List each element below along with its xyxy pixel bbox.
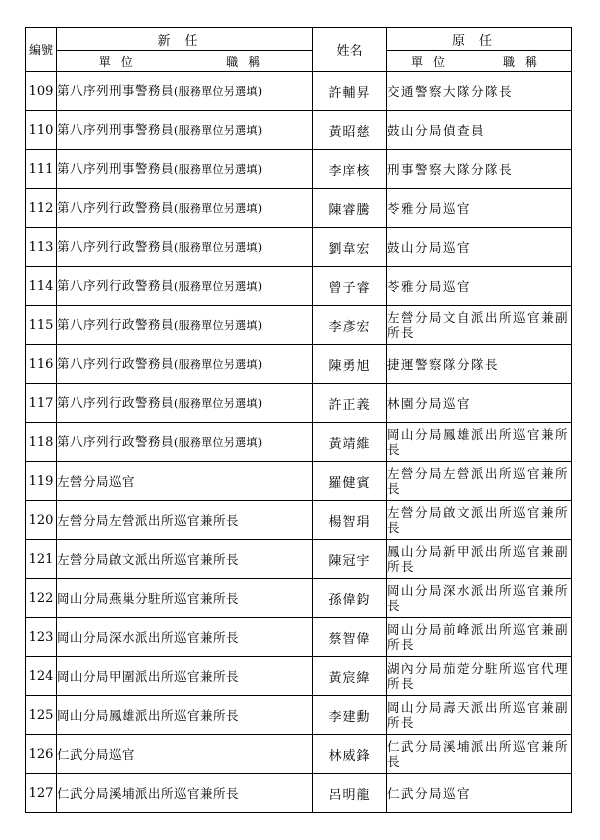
person-name: 許輔昇 <box>313 72 387 111</box>
new-position-text: 第八序列行政警務員 <box>57 239 175 254</box>
new-position-text: 岡山分局燕巢分駐所巡官兼所長 <box>57 590 240 606</box>
person-name: 李建勳 <box>313 696 387 735</box>
header-name: 姓名 <box>313 28 387 72</box>
new-position-text: 岡山分局鳳雄派出所巡官兼所長 <box>57 707 240 723</box>
person-name: 曾子睿 <box>313 267 387 306</box>
header-new-position: 職稱 <box>226 54 271 69</box>
new-position-cell <box>57 306 313 345</box>
row-number: 127 <box>26 774 57 813</box>
person-name: 蔡智偉 <box>313 618 387 657</box>
new-position-text: 仁武分局巡官 <box>57 746 136 762</box>
new-position-note: (服務單位另選填) <box>174 397 263 410</box>
new-position-cell <box>57 384 313 423</box>
row-number: 110 <box>26 111 57 150</box>
new-position-cell <box>57 540 313 579</box>
person-name: 羅健賓 <box>313 462 387 501</box>
new-position-cell <box>57 618 313 657</box>
person-name: 陳睿騰 <box>313 189 387 228</box>
header-old-position: 職稱 <box>502 54 547 69</box>
table-row <box>26 774 572 813</box>
old-position-cell: 林園分局巡官 <box>387 384 572 423</box>
header-old-unit: 單位 <box>410 54 455 69</box>
row-number: 120 <box>26 501 57 540</box>
old-position-cell: 湖內分局茄萣分駐所巡官代理所長 <box>387 657 572 696</box>
person-name: 楊智琄 <box>313 501 387 540</box>
old-position-cell: 苓雅分局巡官 <box>387 267 572 306</box>
table-row <box>26 579 572 618</box>
new-position-text: 第八序列刑事警務員 <box>57 122 175 137</box>
new-position-note: (服務單位另選填) <box>174 85 263 98</box>
new-position-cell <box>57 345 313 384</box>
old-position-cell: 鼓山分局偵查員 <box>387 111 572 150</box>
old-position-cell: 苓雅分局巡官 <box>387 189 572 228</box>
table-row <box>26 189 572 228</box>
table-body <box>26 72 572 813</box>
new-position-text: 第八序列行政警務員 <box>57 395 175 410</box>
person-name: 黃宸緯 <box>313 657 387 696</box>
table-row <box>26 735 572 774</box>
old-position-cell: 岡山分局鳳雄派出所巡官兼所長 <box>387 423 572 462</box>
row-number: 117 <box>26 384 57 423</box>
row-number: 119 <box>26 462 57 501</box>
row-number: 112 <box>26 189 57 228</box>
table-row <box>26 111 572 150</box>
person-name: 劉韋宏 <box>313 228 387 267</box>
new-position-cell <box>57 150 313 189</box>
new-position-cell <box>57 267 313 306</box>
person-name: 孫偉鈞 <box>313 579 387 618</box>
personnel-table <box>25 27 572 813</box>
new-position-text: 仁武分局溪埔派出所巡官兼所長 <box>57 785 240 801</box>
old-position-cell: 交通警察大隊分隊長 <box>387 72 572 111</box>
new-position-text: 岡山分局甲圍派出所巡官兼所長 <box>57 668 240 684</box>
row-number: 122 <box>26 579 57 618</box>
header-new: 新任 <box>57 28 313 51</box>
new-position-text: 左營分局巡官 <box>57 473 136 489</box>
person-name: 黃靖維 <box>313 423 387 462</box>
new-position-text: 第八序列行政警務員 <box>57 278 175 293</box>
table-row <box>26 384 572 423</box>
person-name: 林威鋒 <box>313 735 387 774</box>
person-name: 黃昭慈 <box>313 111 387 150</box>
row-number: 124 <box>26 657 57 696</box>
table-row <box>26 696 572 735</box>
new-position-text: 第八序列行政警務員 <box>57 434 175 449</box>
table-row <box>26 228 572 267</box>
table-row <box>26 618 572 657</box>
new-position-text: 第八序列刑事警務員 <box>57 161 175 176</box>
row-number: 115 <box>26 306 57 345</box>
row-number: 116 <box>26 345 57 384</box>
header-old-sub <box>387 51 572 72</box>
row-number: 109 <box>26 72 57 111</box>
row-number: 113 <box>26 228 57 267</box>
new-position-cell <box>57 111 313 150</box>
new-position-text: 第八序列行政警務員 <box>57 356 175 371</box>
new-position-text: 左營分局左營派出所巡官兼所長 <box>57 512 240 528</box>
person-name: 陳冠宇 <box>313 540 387 579</box>
new-position-cell <box>57 696 313 735</box>
person-name: 陳勇旭 <box>313 345 387 384</box>
table-row <box>26 501 572 540</box>
new-position-cell <box>57 501 313 540</box>
new-position-cell <box>57 774 313 813</box>
header-new-unit: 單位 <box>98 54 143 69</box>
table-header <box>26 28 572 72</box>
new-position-text: 岡山分局深水派出所巡官兼所長 <box>57 629 240 645</box>
row-number: 111 <box>26 150 57 189</box>
person-name: 許正義 <box>313 384 387 423</box>
new-position-note: (服務單位另選填) <box>174 436 263 449</box>
new-position-text: 第八序列行政警務員 <box>57 200 175 215</box>
new-position-cell <box>57 462 313 501</box>
old-position-cell: 仁武分局溪埔派出所巡官兼所長 <box>387 735 572 774</box>
table-row <box>26 423 572 462</box>
new-position-cell <box>57 735 313 774</box>
row-number: 125 <box>26 696 57 735</box>
person-name: 李庠核 <box>313 150 387 189</box>
old-position-cell: 仁武分局巡官 <box>387 774 572 813</box>
header-new-sub <box>57 51 313 72</box>
person-name: 李彥宏 <box>313 306 387 345</box>
header-index: 編號 <box>26 28 57 72</box>
row-number: 123 <box>26 618 57 657</box>
table-row <box>26 657 572 696</box>
table-row <box>26 150 572 189</box>
new-position-note: (服務單位另選填) <box>174 280 263 293</box>
new-position-note: (服務單位另選填) <box>174 358 263 371</box>
row-number: 121 <box>26 540 57 579</box>
new-position-note: (服務單位另選填) <box>174 241 263 254</box>
row-number: 118 <box>26 423 57 462</box>
new-position-text: 第八序列刑事警務員 <box>57 83 175 98</box>
new-position-text: 左營分局啟文派出所巡官兼所長 <box>57 551 240 567</box>
new-position-text: 第八序列行政警務員 <box>57 317 175 332</box>
old-position-cell: 左營分局左營派出所巡官兼所長 <box>387 462 572 501</box>
new-position-note: (服務單位另選填) <box>174 319 263 332</box>
old-position-cell: 左營分局啟文派出所巡官兼所長 <box>387 501 572 540</box>
old-position-cell: 岡山分局深水派出所巡官兼所長 <box>387 579 572 618</box>
table-row <box>26 540 572 579</box>
table-row <box>26 72 572 111</box>
new-position-cell <box>57 72 313 111</box>
old-position-cell: 左營分局文自派出所巡官兼副所長 <box>387 306 572 345</box>
old-position-cell: 鼓山分局巡官 <box>387 228 572 267</box>
new-position-cell <box>57 657 313 696</box>
old-position-cell: 岡山分局前峰派出所巡官兼副所長 <box>387 618 572 657</box>
new-position-note: (服務單位另選填) <box>174 124 263 137</box>
new-position-note: (服務單位另選填) <box>174 202 263 215</box>
row-number: 126 <box>26 735 57 774</box>
table-row <box>26 462 572 501</box>
new-position-cell <box>57 189 313 228</box>
table-row <box>26 345 572 384</box>
table-row <box>26 267 572 306</box>
old-position-cell: 捷運警察隊分隊長 <box>387 345 572 384</box>
table-row <box>26 306 572 345</box>
header-old: 原任 <box>387 28 572 51</box>
person-name: 呂明龍 <box>313 774 387 813</box>
old-position-cell: 刑事警察大隊分隊長 <box>387 150 572 189</box>
old-position-cell: 岡山分局壽天派出所巡官兼副所長 <box>387 696 572 735</box>
new-position-cell <box>57 228 313 267</box>
old-position-cell: 鳳山分局新甲派出所巡官兼副所長 <box>387 540 572 579</box>
new-position-note: (服務單位另選填) <box>174 163 263 176</box>
row-number: 114 <box>26 267 57 306</box>
new-position-cell <box>57 579 313 618</box>
new-position-cell <box>57 423 313 462</box>
